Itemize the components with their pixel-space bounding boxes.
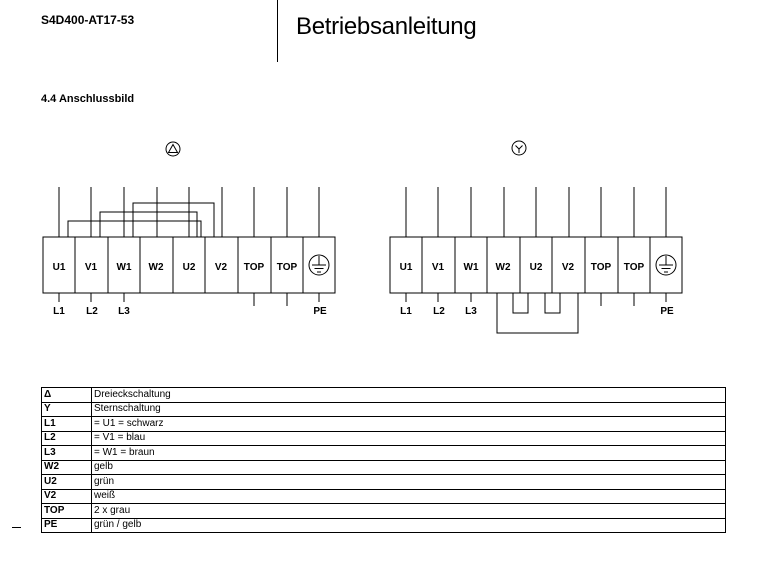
terminal-label: TOP	[243, 262, 265, 273]
legend-key: Y	[42, 402, 92, 417]
legend-value: 2 x grau	[92, 504, 726, 519]
legend-key: Δ	[42, 388, 92, 403]
phase-label: L3	[465, 306, 477, 317]
phase-label: L2	[433, 306, 445, 317]
terminal-label: W2	[495, 262, 511, 273]
phase-label: L1	[400, 306, 412, 317]
phase-label: PE	[660, 306, 674, 317]
phase-label: PE	[313, 306, 327, 317]
terminal-label: V2	[561, 262, 575, 273]
terminal-label: W1	[463, 262, 479, 273]
table-row	[42, 446, 726, 461]
section-title: 4.4 Anschlussbild	[41, 93, 135, 105]
legend-value: = V1 = blau	[92, 431, 726, 446]
phase-label: L3	[118, 306, 130, 317]
legend-value: Sternschaltung	[92, 402, 726, 417]
legend-key: U2	[42, 475, 92, 490]
delta-symbol-icon	[166, 142, 180, 156]
terminal-label: V1	[431, 262, 445, 273]
terminal-label: U1	[52, 262, 66, 273]
table-row	[42, 489, 726, 504]
terminal-label: TOP	[590, 262, 612, 273]
terminal-label: U1	[399, 262, 413, 273]
legend-key: L2	[42, 431, 92, 446]
terminal-label: TOP	[623, 262, 645, 273]
legend-key: L3	[42, 446, 92, 461]
legend-key: V2	[42, 489, 92, 504]
terminal-label: TOP	[276, 262, 298, 273]
legend-value: = W1 = braun	[92, 446, 726, 461]
star-diagram	[390, 141, 682, 333]
phase-label: L1	[53, 306, 65, 317]
legend-value: gelb	[92, 460, 726, 475]
terminal-label: W2	[148, 262, 164, 273]
legend-key: PE	[42, 518, 92, 533]
legend-table	[41, 387, 726, 533]
legend-value: weiß	[92, 489, 726, 504]
ground-icon	[656, 255, 676, 275]
document-id: S4D400-AT17-53	[41, 13, 135, 27]
document-title: Betriebsanleitung	[296, 13, 477, 40]
terminal-label: V2	[214, 262, 228, 273]
legend-key: W2	[42, 460, 92, 475]
ground-icon	[309, 255, 329, 275]
legend-value: grün / gelb	[92, 518, 726, 533]
legend-value: = U1 = schwarz	[92, 417, 726, 432]
delta-diagram	[43, 142, 335, 317]
table-row	[42, 402, 726, 417]
star-symbol-icon	[512, 141, 526, 155]
table-row	[42, 460, 726, 475]
phase-label: L2	[86, 306, 98, 317]
terminal-label: U2	[182, 262, 196, 273]
table-row	[42, 518, 726, 533]
terminal-label: V1	[84, 262, 98, 273]
table-row	[42, 475, 726, 490]
margin-dash	[12, 527, 21, 528]
legend-value: Dreieckschaltung	[92, 388, 726, 403]
legend-key: TOP	[42, 504, 92, 519]
legend-value: grün	[92, 475, 726, 490]
table-row	[42, 388, 726, 403]
table-row	[42, 504, 726, 519]
legend-key: L1	[42, 417, 92, 432]
table-row	[42, 417, 726, 432]
terminal-label: W1	[116, 262, 132, 273]
terminal-label: U2	[529, 262, 543, 273]
table-row	[42, 431, 726, 446]
